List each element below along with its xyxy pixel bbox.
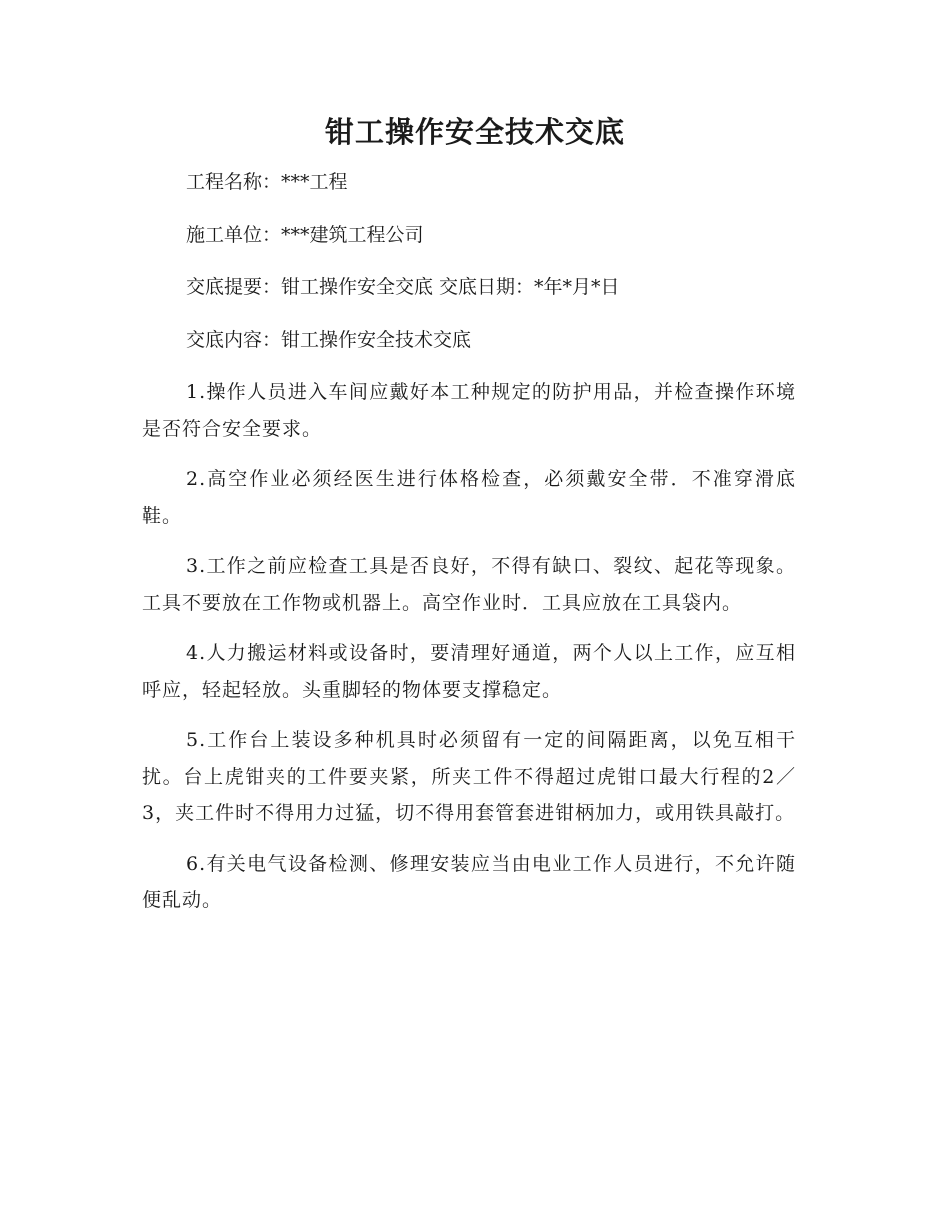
safety-item-5: 5.工作台上装设多种机具时必须留有一定的间隔距离，以免互相干扰。台上虎钳夹的工件要夹紧，所夹工件不得超过虎钳口最大行程的2／3，夹工件时不得用力过猛，切不得用套管套进钳柄加力，或用铁具敲打。 (142, 729, 796, 824)
safety-item-2: 2.高空作业必须经医生进行体格检查，必须戴安全带．不准穿滑底鞋。 (142, 468, 796, 527)
safety-item-3: 3.工作之前应检查工具是否良好，不得有缺口、裂纹、起花等现象。工具不要放在工作物或机器上。高空作业时．工具应放在工具袋内。 (142, 555, 796, 614)
project-name-line: 工程名称：***工程 (186, 171, 348, 193)
safety-item-4: 4.人力搬运材料或设备时，要清理好通道，两个人以上工作，应互相呼应，轻起轻放。头重脚轻的物体要支撑稳定。 (142, 642, 796, 701)
document-title: 钳工操作安全技术交底 (324, 115, 625, 149)
construction-unit-line: 施工单位：***建筑工程公司 (186, 223, 424, 246)
summary-date-line: 交底提要：钳工操作安全交底 交底日期：*年*月*日 (186, 276, 620, 298)
document-body (142, 164, 796, 933)
safety-item-6: 6.有关电气设备检测、修理安装应当由电业工作人员进行，不允许随便乱动。 (142, 852, 796, 911)
safety-item-1: 1.操作人员进入车间应戴好本工种规定的防护用品，并检查操作环境是否符合安全要求。 (142, 381, 796, 440)
content-label-line: 交底内容：钳工操作安全技术交底 (186, 328, 472, 351)
